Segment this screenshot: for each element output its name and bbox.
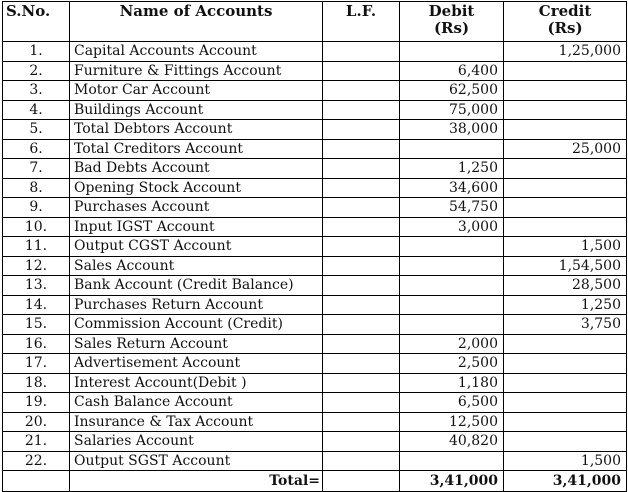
table-row: [3, 100, 627, 120]
sno-cell: 7.: [3, 159, 70, 179]
sno-cell: 18.: [3, 373, 70, 393]
debit-cell: 6,400: [400, 61, 504, 81]
lf-cell: [323, 61, 400, 81]
credit-cell: 25,000: [504, 139, 627, 159]
debit-cell: 54,750: [400, 198, 504, 218]
total-row: [3, 471, 627, 492]
table-row: [3, 315, 627, 335]
table-row: [3, 276, 627, 296]
total-lf: [323, 471, 400, 492]
sno-cell: 19.: [3, 393, 70, 413]
debit-cell: 6,500: [400, 393, 504, 413]
credit-cell: 1,500: [504, 237, 627, 257]
table-row: [3, 217, 627, 237]
debit-cell: [400, 276, 504, 296]
name-header: Name of Accounts: [70, 2, 323, 42]
debit-cell: 1,180: [400, 373, 504, 393]
account-name-cell: Opening Stock Account: [70, 178, 323, 198]
table-row: [3, 237, 627, 257]
sno-cell: 20.: [3, 412, 70, 432]
debit-cell: [400, 237, 504, 257]
total-debit: 3,41,000: [400, 471, 504, 492]
account-name-cell: Total Debtors Account: [70, 120, 323, 140]
lf-cell: [323, 198, 400, 218]
table-row: [3, 432, 627, 452]
sno-cell: 16.: [3, 334, 70, 354]
sno-cell: 5.: [3, 120, 70, 140]
lf-cell: [323, 120, 400, 140]
credit-cell: 28,500: [504, 276, 627, 296]
lf-cell: [323, 295, 400, 315]
credit-cell: [504, 354, 627, 374]
table-row: [3, 354, 627, 374]
credit-cell: [504, 412, 627, 432]
credit-cell: [504, 61, 627, 81]
debit-cell: [400, 139, 504, 159]
table-row: [3, 178, 627, 198]
lf-cell: [323, 432, 400, 452]
debit-cell: 2,500: [400, 354, 504, 374]
trial-balance-table: [2, 1, 627, 492]
lf-cell: [323, 334, 400, 354]
lf-cell: [323, 373, 400, 393]
lf-cell: [323, 276, 400, 296]
account-name-cell: Sales Return Account: [70, 334, 323, 354]
total-spacer: [3, 471, 70, 492]
credit-header-label: Credit: [538, 2, 592, 20]
lf-cell: [323, 393, 400, 413]
credit-cell: [504, 120, 627, 140]
sno-cell: 8.: [3, 178, 70, 198]
debit-cell: 3,000: [400, 217, 504, 237]
sno-cell: 11.: [3, 237, 70, 257]
debit-cell: 38,000: [400, 120, 504, 140]
sno-cell: 13.: [3, 276, 70, 296]
sno-cell: 1.: [3, 42, 70, 62]
lf-cell: [323, 159, 400, 179]
lf-header: L.F.: [323, 2, 400, 42]
table-row: [3, 256, 627, 276]
sno-cell: 3.: [3, 81, 70, 101]
debit-cell: 34,600: [400, 178, 504, 198]
debit-cell: 2,000: [400, 334, 504, 354]
account-name-cell: Buildings Account: [70, 100, 323, 120]
sno-cell: 2.: [3, 61, 70, 81]
table-row: [3, 81, 627, 101]
account-name-cell: Purchases Account: [70, 198, 323, 218]
credit-cell: 1,500: [504, 451, 627, 471]
debit-cell: [400, 451, 504, 471]
credit-cell: [504, 178, 627, 198]
account-name-cell: Bank Account (Credit Balance): [70, 276, 323, 296]
account-name-cell: Output CGST Account: [70, 237, 323, 257]
header-row: [3, 2, 627, 42]
account-name-cell: Interest Account(Debit ): [70, 373, 323, 393]
credit-cell: [504, 373, 627, 393]
table-row: [3, 159, 627, 179]
debit-cell: 1,250: [400, 159, 504, 179]
account-name-cell: Total Creditors Account: [70, 139, 323, 159]
total-label: Total=: [70, 471, 323, 492]
credit-cell: [504, 159, 627, 179]
debit-cell: [400, 295, 504, 315]
table-row: [3, 451, 627, 471]
lf-cell: [323, 42, 400, 62]
table-row: [3, 373, 627, 393]
account-name-cell: Furniture & Fittings Account: [70, 61, 323, 81]
credit-cell: 1,25,000: [504, 42, 627, 62]
table-row: [3, 198, 627, 218]
sno-cell: 4.: [3, 100, 70, 120]
credit-cell: 3,750: [504, 315, 627, 335]
sno-header: S.No.: [3, 2, 70, 42]
table-row: [3, 334, 627, 354]
credit-cell: [504, 217, 627, 237]
lf-cell: [323, 81, 400, 101]
sno-cell: 9.: [3, 198, 70, 218]
account-name-cell: Motor Car Account: [70, 81, 323, 101]
sno-cell: 12.: [3, 256, 70, 276]
lf-cell: [323, 139, 400, 159]
credit-header-unit: (Rs): [547, 19, 583, 37]
credit-cell: [504, 100, 627, 120]
credit-cell: [504, 334, 627, 354]
lf-cell: [323, 412, 400, 432]
credit-header: [504, 2, 627, 42]
credit-cell: [504, 198, 627, 218]
lf-cell: [323, 217, 400, 237]
account-name-cell: Cash Balance Account: [70, 393, 323, 413]
sno-cell: 21.: [3, 432, 70, 452]
table-row: [3, 42, 627, 62]
table-row: [3, 393, 627, 413]
account-name-cell: Salaries Account: [70, 432, 323, 452]
debit-cell: 75,000: [400, 100, 504, 120]
account-name-cell: Insurance & Tax Account: [70, 412, 323, 432]
account-name-cell: Capital Accounts Account: [70, 42, 323, 62]
credit-cell: 1,54,500: [504, 256, 627, 276]
debit-header-label: Debit: [428, 2, 475, 20]
credit-cell: [504, 81, 627, 101]
table-row: [3, 412, 627, 432]
table-body: [3, 42, 627, 471]
sno-cell: 22.: [3, 451, 70, 471]
sno-cell: 10.: [3, 217, 70, 237]
debit-cell: 12,500: [400, 412, 504, 432]
account-name-cell: Commission Account (Credit): [70, 315, 323, 335]
sno-cell: 6.: [3, 139, 70, 159]
sno-cell: 14.: [3, 295, 70, 315]
credit-cell: [504, 393, 627, 413]
credit-cell: 1,250: [504, 295, 627, 315]
debit-cell: [400, 256, 504, 276]
lf-cell: [323, 178, 400, 198]
account-name-cell: Purchases Return Account: [70, 295, 323, 315]
table-row: [3, 120, 627, 140]
lf-cell: [323, 354, 400, 374]
debit-cell: [400, 315, 504, 335]
lf-cell: [323, 256, 400, 276]
credit-cell: [504, 432, 627, 452]
account-name-cell: Input IGST Account: [70, 217, 323, 237]
debit-header-unit: (Rs): [433, 19, 470, 37]
debit-cell: 62,500: [400, 81, 504, 101]
account-name-cell: Sales Account: [70, 256, 323, 276]
sno-cell: 17.: [3, 354, 70, 374]
debit-cell: 40,820: [400, 432, 504, 452]
sno-cell: 15.: [3, 315, 70, 335]
account-name-cell: Bad Debts Account: [70, 159, 323, 179]
lf-cell: [323, 237, 400, 257]
debit-header: [400, 2, 504, 42]
debit-cell: [400, 42, 504, 62]
lf-cell: [323, 451, 400, 471]
lf-cell: [323, 315, 400, 335]
total-credit: 3,41,000: [504, 471, 627, 492]
table-row: [3, 61, 627, 81]
lf-cell: [323, 100, 400, 120]
table-row: [3, 295, 627, 315]
table-row: [3, 139, 627, 159]
account-name-cell: Advertisement Account: [70, 354, 323, 374]
account-name-cell: Output SGST Account: [70, 451, 323, 471]
